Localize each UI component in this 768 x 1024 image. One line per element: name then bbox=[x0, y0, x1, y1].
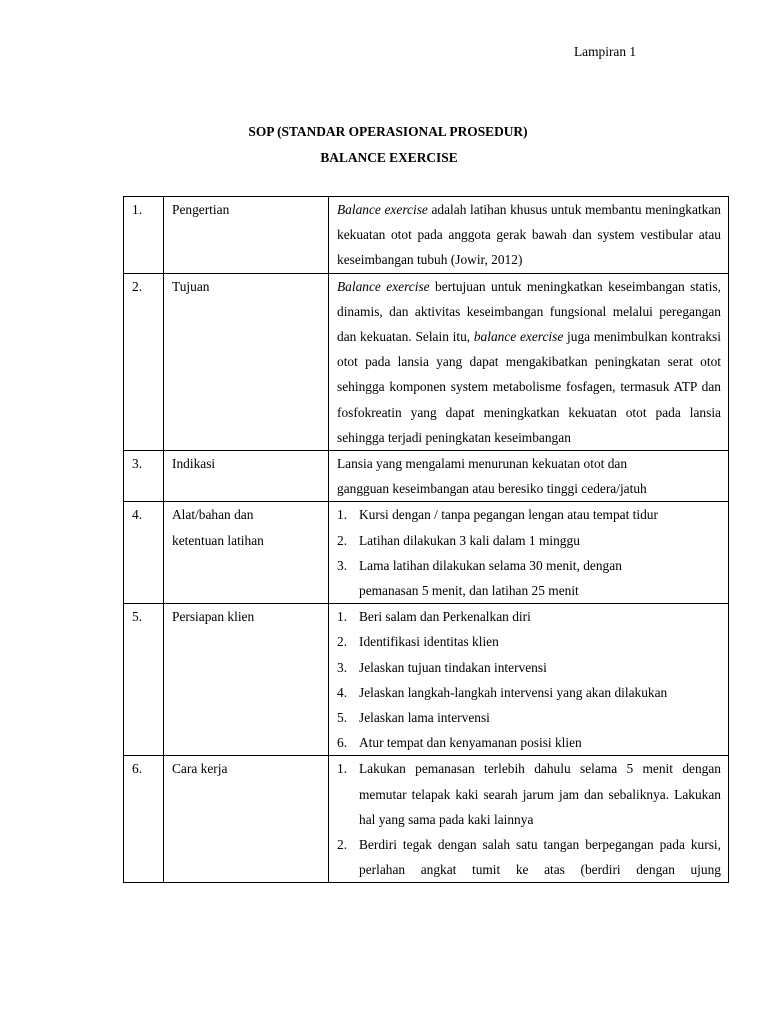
list-item bbox=[337, 705, 721, 730]
emphasis-text: Balance exercise bbox=[337, 202, 428, 217]
list-number: 6. bbox=[337, 735, 348, 751]
list-text: Beri salam dan Perkenalkan diri bbox=[359, 609, 531, 625]
table-row-cara-kerja bbox=[124, 756, 729, 883]
row-label: Alat/bahan dan ketentuan latihan bbox=[164, 502, 329, 604]
list-item bbox=[337, 756, 721, 832]
list-item bbox=[337, 528, 721, 553]
sop-table bbox=[123, 196, 729, 883]
row-number: 4. bbox=[124, 502, 164, 604]
row-number: 5. bbox=[124, 604, 164, 756]
table-row-indikasi bbox=[124, 451, 729, 502]
row-description bbox=[329, 197, 729, 274]
list-item bbox=[337, 553, 721, 603]
list-text: Jelaskan lama intervensi bbox=[359, 710, 490, 726]
list-item bbox=[337, 832, 721, 882]
row-description bbox=[329, 451, 729, 502]
row-description bbox=[329, 604, 729, 756]
description-text: adalah latihan khusus untuk membantu meningkatkan kekuatan otot pada anggota gerak bawah dan system vestibular atau keseimbangan tubuh (Jowir, 2012) bbox=[337, 202, 721, 268]
list-number: 2. bbox=[337, 532, 348, 548]
description-line: gangguan keseimbangan atau beresiko tinggi cedera/jatuh bbox=[337, 481, 647, 497]
list-text: Identifikasi identitas klien bbox=[359, 634, 499, 650]
document-title bbox=[0, 124, 768, 140]
list-text: Jelaskan langkah-langkah intervensi yang akan dilakukan bbox=[359, 684, 668, 700]
list-text: Berdiri tegak dengan salah satu tangan berpegangan pada kursi, perlahan angkat tumit ke atas (berdiri dengan ujung bbox=[359, 837, 721, 878]
row-label: Tujuan bbox=[164, 273, 329, 450]
row-number: 3. bbox=[124, 451, 164, 502]
list-text: Kursi dengan / tanpa pegangan lengan atau tempat tidur bbox=[359, 507, 658, 523]
list-text: Lama latihan dilakukan selama 30 menit, dengan pemanasan 5 menit, dan latihan 25 menit bbox=[359, 557, 622, 599]
row-description bbox=[329, 756, 729, 883]
row-number: 6. bbox=[124, 756, 164, 883]
row-description bbox=[329, 273, 729, 450]
document-subtitle: BALANCE EXERCISE bbox=[320, 150, 458, 165]
list-item bbox=[337, 680, 721, 705]
description-text: juga menimbulkan kontraksi otot pada lansia yang dapat mengakibatkan peningkatan serat otot sehingga komponen system metabolisme fosfagen, termasuk ATP dan fosfokreatin yang dapat meningkatkan kekuatan otot pada lansia sehingga terjadi peningkatan keseimbangan bbox=[337, 329, 721, 445]
list-number: 2. bbox=[337, 634, 348, 650]
list-number: 1. bbox=[337, 609, 348, 625]
table-row-persiapan-klien bbox=[124, 604, 729, 756]
table-row-pengertian bbox=[124, 197, 729, 274]
row-number: 1. bbox=[124, 197, 164, 274]
numbered-list bbox=[337, 604, 721, 755]
list-number: 3. bbox=[337, 659, 348, 675]
table-row-alat-bahan bbox=[124, 502, 729, 604]
list-number: 1. bbox=[337, 507, 348, 523]
list-item bbox=[337, 730, 721, 755]
list-number: 3. bbox=[337, 557, 348, 573]
list-item bbox=[337, 655, 721, 680]
description-text: bertujuan untuk meningkatkan keseimbangan statis, dinamis, dan aktivitas keseimbangan fungsional melalui peregangan dan kekuatan. Selain itu, bbox=[337, 278, 721, 345]
description-line: Lansia yang mengalami menurunan kekuatan otot dan bbox=[337, 456, 628, 472]
list-text: Lakukan pemanasan terlebih dahulu selama 5 menit dengan memutar telapak kaki searah jarum jam dan sebaliknya. Lakukan hal yang sama pada kaki lainnya bbox=[359, 761, 721, 827]
list-number: 5. bbox=[337, 710, 348, 726]
list-number: 2. bbox=[337, 837, 348, 853]
list-item bbox=[337, 502, 721, 527]
list-text: Latihan dilakukan 3 kali dalam 1 minggu bbox=[359, 532, 580, 548]
list-number: 1. bbox=[337, 761, 348, 777]
emphasis-text: Balance exercise bbox=[337, 278, 430, 294]
list-item bbox=[337, 629, 721, 654]
emphasis-text: balance exercise bbox=[473, 329, 564, 345]
row-description bbox=[329, 502, 729, 604]
list-number: 4. bbox=[337, 684, 348, 700]
numbered-list bbox=[337, 756, 721, 882]
numbered-list bbox=[337, 502, 721, 603]
row-number: 2. bbox=[124, 273, 164, 450]
list-text: Atur tempat dan kenyamanan posisi klien bbox=[359, 735, 582, 751]
row-label: Indikasi bbox=[164, 451, 329, 502]
row-label: Persiapan klien bbox=[164, 604, 329, 756]
list-text: Jelaskan tujuan tindakan intervensi bbox=[359, 659, 547, 675]
document-title-text: SOP (STANDAR OPERASIONAL PROSEDUR) bbox=[248, 124, 528, 139]
list-item bbox=[337, 604, 721, 629]
row-label: Pengertian bbox=[164, 197, 329, 274]
lampiran-label: Lampiran 1 bbox=[574, 44, 637, 59]
row-label: Cara kerja bbox=[164, 756, 329, 883]
table-row-tujuan bbox=[124, 273, 729, 450]
